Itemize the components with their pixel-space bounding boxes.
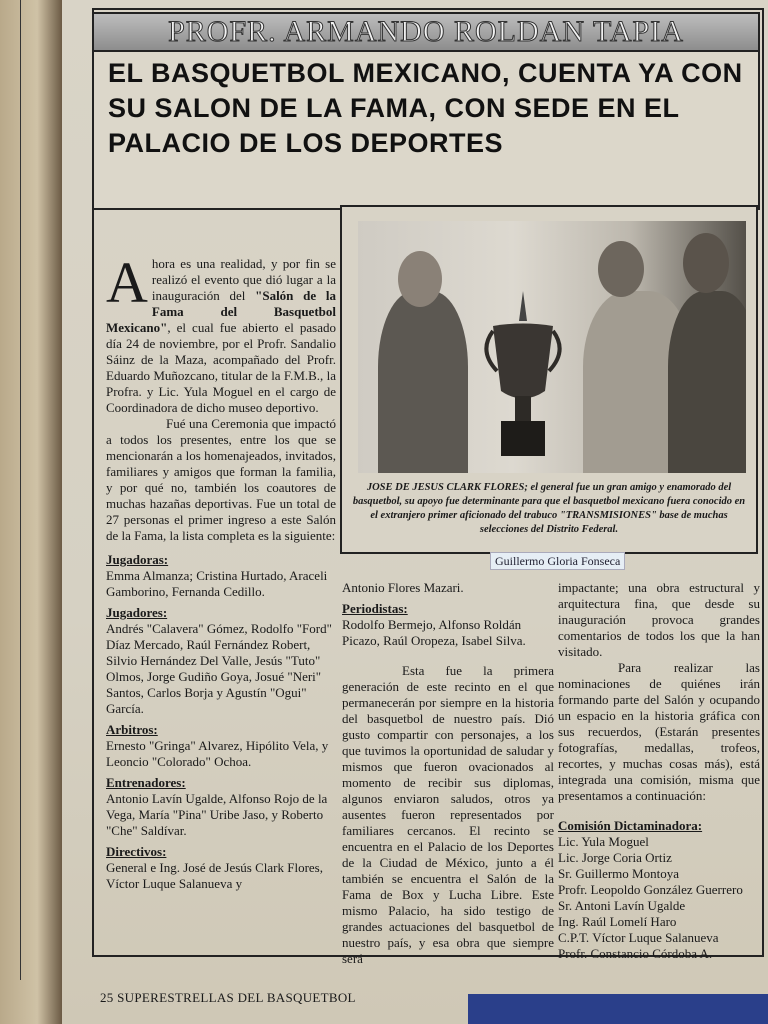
magazine-page xyxy=(62,0,768,1024)
adjacent-page-edge xyxy=(0,0,62,1024)
directivos-continued: Antonio Flores Mazari. xyxy=(342,580,464,595)
person-head xyxy=(683,233,729,293)
section-text-entrenadores: Antonio Lavín Ugalde, Alfonso Rojo de la Vega, María "Pina" Uribe Jaso, y Roberto "Che" Saldívar. xyxy=(106,791,328,838)
paragraph-ceremony: Fué una Ceremonia que impactó a todos los presentes, entre los que se mencionarán a los homenajeados, invitados, familiares y amigos que forman la familia, y por qué no, también los coautores de muchas hazañas deportivas. Fue un total de 27 personas el primer ingreso a este Salón de la Fama, la lista completa es la siguiente: xyxy=(106,416,336,543)
person-figure xyxy=(378,291,468,473)
comision-member: Profr. Constancio Córdoba A. xyxy=(558,946,713,961)
section-heading-comision: Comisión Dictaminadora: xyxy=(558,818,703,833)
comision-member: Profr. Leopoldo González Guerrero xyxy=(558,882,743,897)
person-head xyxy=(598,241,644,297)
page-footer: 25 SUPERESTRELLAS DEL BASQUETBOL xyxy=(100,990,356,1005)
section-text-arbitros: Ernesto "Gringa" Alvarez, Hipólito Vela, y Leoncio "Colorado" Ochoa. xyxy=(106,738,329,769)
section-text-jugadoras: Emma Almanza; Cristina Hurtado, Araceli Gamborino, Fernanda Cedillo. xyxy=(106,568,328,599)
section-heading-entrenadores: Entrenadores: xyxy=(106,775,186,790)
trophy-icon xyxy=(483,281,563,456)
article-headline: EL BASQUETBOL MEXICANO, CUENTA YA CON SU SALON DE LA FAMA, CON SEDE EN EL PALACIO DE LOS DEPORTES xyxy=(108,58,743,158)
paragraph-nominations: Para realizar las nominaciones de quiénes irán formando parte del Salón y ocupando un espacio en la historia gráfica con sus recuerdos, (Estarán presentes fotografías, medallas, trofeos, recortes, y muchas cosas más), está integrada una comisión, misma que presentamos a continuación: xyxy=(558,660,760,803)
photo-caption: JOSE DE JESUS CLARK FLORES; el general fue un gran amigo y enamorado del basquetbol, su apoyo fue determinante para que el basquetbol mexicano fuera conocido en el extranjero primer aficionado del trabuco "TRANSMISIONES" base de muchas selecciones del Distrito Federal. xyxy=(352,482,746,535)
column-2 xyxy=(342,580,554,967)
section-text-jugadores: Andrés "Calavera" Gómez, Rodolfo "Ford" Díaz Mercado, Raúl Fernández Robert, Silvio Hernández Del Valle, Jesús "Tuto" Olmos, Jorge Gudiño Goya, Josué "Neri" Santos, Carlos Borja y Agustín "Ogui" García. xyxy=(106,621,332,716)
section-text-directivos: General e Ing. José de Jesús Clark Flores, Víctor Luque Salanueva y xyxy=(106,860,323,891)
person-head xyxy=(398,251,442,307)
section-heading-periodistas: Periodistas: xyxy=(342,601,408,616)
comision-member: Sr. Antoni Lavín Ugalde xyxy=(558,898,686,913)
section-heading-directivos: Directivos: xyxy=(106,844,167,859)
person-figure xyxy=(668,291,746,473)
hall-of-fame-name: "Salón de la Fama del Basquetbol Mexicano" xyxy=(106,288,337,335)
headline-box xyxy=(92,50,760,210)
comision-member: Lic. Jorge Coria Ortiz xyxy=(558,850,672,865)
paragraph-first-generation: Esta fue la primera generación de este recinto en el que permanecerán por siempre en la historia del basquetbol de nuestro país. Dió gusto compartir con personajes, a los que tuvimos la oportunidad de saludar y mismos que fueron ovacionados al momento de recibir sus diplomas, algunos enviaron saludos, otros ya ausentes fueron representados por familiares cercanos. El recinto se encuentra en el Palacio de los Deportes de la Ciudad de México, junto a él también se encuentra el Salón de la Fama de Box y Lucha Libre. Este mismo Palacio, ha sido testigo de grandes actuaciones del basquetbol de nuestro país, y esa obra que siempre será xyxy=(342,663,554,966)
paragraph-continued: impactante; una obra estructural y arquitectura fina, que desde su inauguración provoca grandes comentarios de todos los que la han visitado. xyxy=(558,580,760,659)
section-heading-jugadoras: Jugadoras: xyxy=(106,552,169,567)
column-3 xyxy=(558,580,760,962)
photo-box xyxy=(340,205,758,554)
section-text-periodistas: Rodolfo Bermejo, Alfonso Roldán Picazo, Raúl Oropeza, Isabel Silva. xyxy=(342,617,526,648)
intro-text: hora es una realidad, y por fin se realizó el evento que dió lugar a la inauguración del xyxy=(151,256,336,303)
section-heading-jugadores: Jugadores: xyxy=(106,605,168,620)
comision-member: Sr. Guillermo Montoya xyxy=(558,866,679,881)
trophy-photo xyxy=(358,221,746,473)
column-rule xyxy=(20,0,21,980)
comision-list xyxy=(558,834,760,962)
table-surface xyxy=(468,994,768,1024)
drop-cap: A xyxy=(106,250,148,315)
name-sticker: Guillermo Gloria Fonseca xyxy=(490,552,625,570)
section-heading-arbitros: Arbitros: xyxy=(106,722,158,737)
author-banner: PROFR. ARMANDO ROLDAN TAPIA xyxy=(92,12,760,52)
comision-member: Lic. Yula Moguel xyxy=(558,834,649,849)
comision-member: Ing. Raúl Lomelí Haro xyxy=(558,914,677,929)
intro-text-end: , el cual fue abierto el pasado día 24 de noviembre, por el Profr. Sandalio Sáinz de la Maza, acompañado del Profr. Eduardo Muñozcano, titular de la F.M.B., la Profra. y Lic. Yula Moguel en el cargo de Coordinadora de dicho museo deportivo. xyxy=(106,320,336,415)
column-1 xyxy=(106,250,337,892)
comision-member: C.P.T. Víctor Luque Salanueva xyxy=(558,930,719,945)
